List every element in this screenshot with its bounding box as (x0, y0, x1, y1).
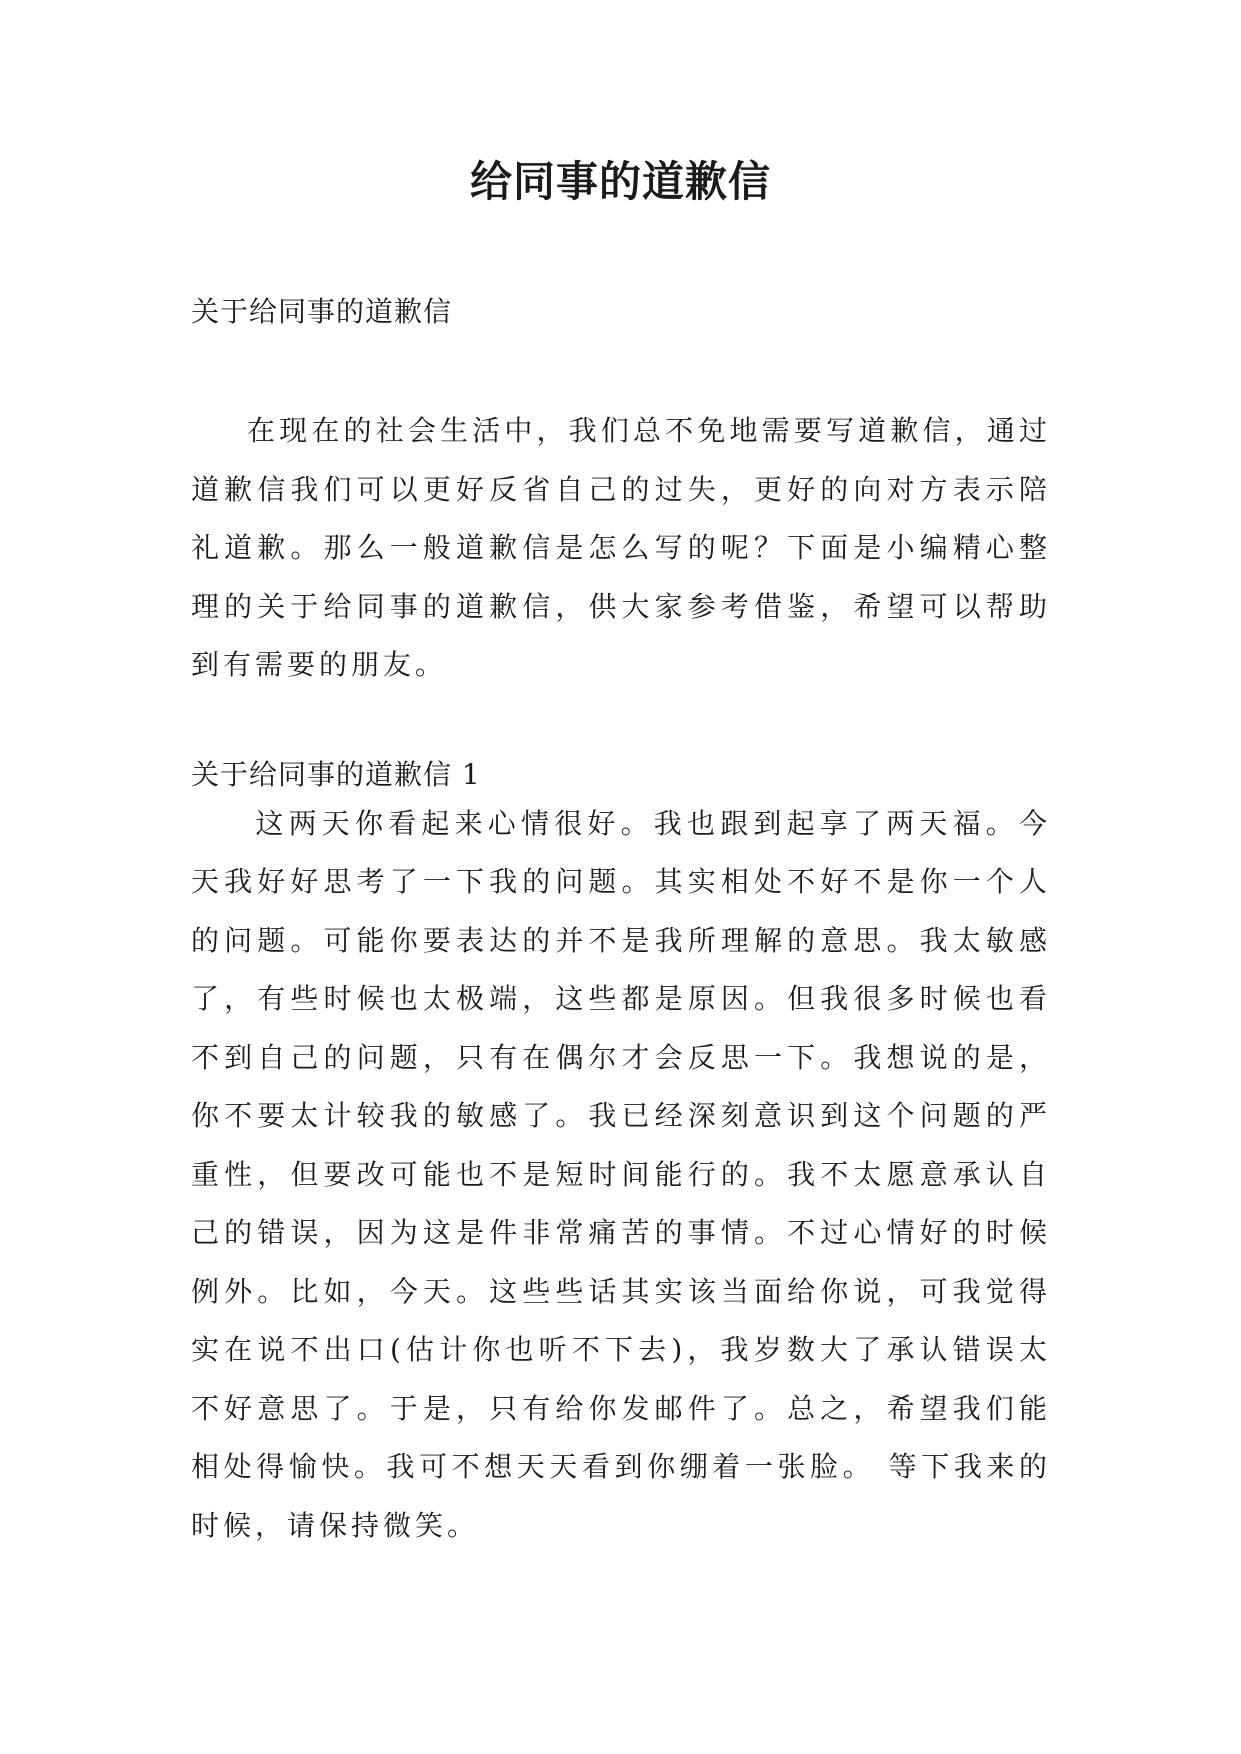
letter-section (191, 755, 1051, 1556)
intro-paragraph: 在现在的社会生活中，我们总不免地需要写道歉信，通过道歉信我们可以更好反省自己的过失，更好的向对方表示陪礼道歉。那么一般道歉信是怎么写的呢？下面是小编精心整理的关于给同事的道歉信，供大家参考借鉴，希望可以帮助到有需要的朋友。 (191, 414, 1051, 681)
document-title: 给同事的道歉信 (469, 157, 771, 206)
section-body-paragraph: 这两天你看起来心情很好。我也跟到起享了两天福。今天我好好思考了一下我的问题。其实相处不好不是你一个人的问题。可能你要表达的并不是我所理解的意思。我太敏感了，有些时候也太极端，这些都是原因。但我很多时候也看不到自己的问题，只有在偶尔才会反思一下。我想说的是，你不要太计较我的敏感了。我已经深刻意识到这个问题的严重性，但要改可能也不是短时间能行的。我不太愿意承认自己的错误，因为这是件非常痛苦的事情。不过心情好的时候例外。比如，今天。这些些话其实该当面给你说，可我觉得实在说不出口(估计你也听不下去)，我岁数大了承认错误太不好意思了。于是，只有给你发邮件了。总之，希望我们能相处得愉快。我可不想天天看到你绷着一张脸。 等下我来的时候，请保持微笑。 (191, 806, 1051, 1542)
document-subtitle: 关于给同事的道歉信 (191, 295, 453, 328)
document-body (191, 292, 1051, 1555)
section-heading: 关于给同事的道歉信 1 (191, 757, 481, 791)
